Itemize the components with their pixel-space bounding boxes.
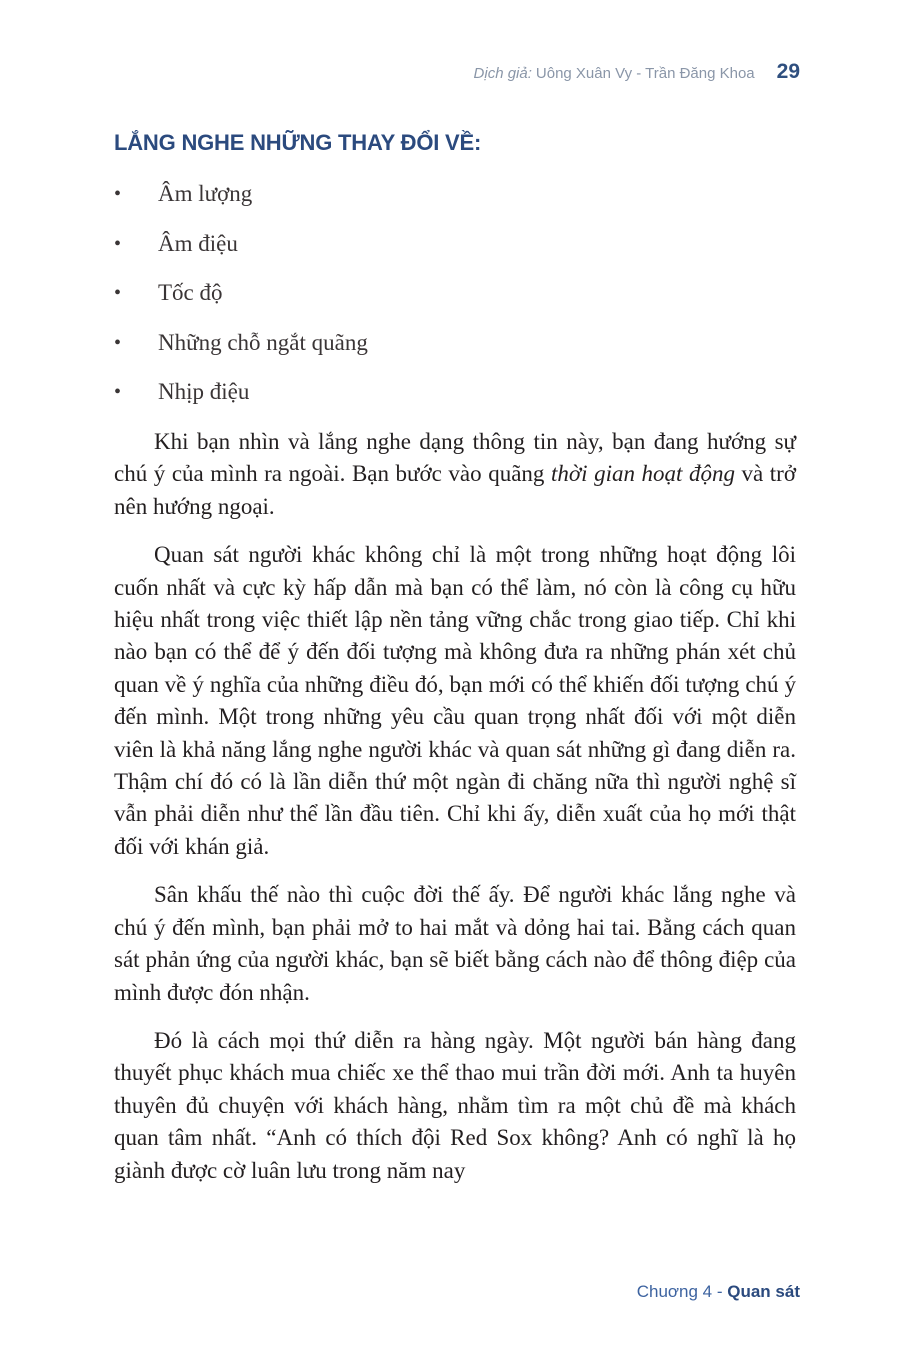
- list-item: [114, 222, 368, 272]
- bullet-icon: •: [114, 381, 122, 403]
- paragraph: Đó là cách mọi thứ diễn ra hàng ngày. Một người bán hàng đang thuyết phục khách mua chiếc xe thể thao mui trần đời mới. Anh ta huyên thuyên đủ chuyện với khách hàng, nhằm tìm ra một chủ đề mà khách quan tâm nhất. “Anh có thích đội Red Sox không? Anh có nghĩ là họ giành được cờ luân lưu trong năm nay: [114, 1027, 796, 1183]
- bullet-icon: •: [114, 331, 122, 354]
- page-number: 29: [776, 60, 800, 83]
- section-heading: LẮNG NGHE NHỮNG THAY ĐỔI VỀ:: [114, 130, 482, 155]
- running-footer: [637, 1282, 800, 1302]
- list-item-text: Tốc độ: [158, 280, 223, 305]
- list-item: [114, 172, 368, 222]
- list-item-text: Nhịp điệu: [158, 379, 250, 404]
- bullet-list: [114, 172, 368, 420]
- list-item-text: Những chỗ ngắt quãng: [158, 329, 368, 355]
- chapter-title: Quan sát: [727, 1282, 800, 1301]
- running-header: [474, 60, 800, 84]
- paragraph: Sân khấu thế nào thì cuộc đời thế ấy. Để người khác lắng nghe và chú ý đến mình, bạn phải mở to hai mắt và dỏng hai tai. Bằng cách quan sát phản ứng của người khác, bạn sẽ biết bằng cách nào để thông điệp của mình được đón nhận.: [114, 882, 796, 1005]
- paragraph: Quan sát người khác không chỉ là một trong những hoạt động lôi cuốn nhất và cực kỳ hấp dẫn mà bạn có thể làm, nó còn là công cụ hữu hiệu nhất trong việc thiết lập nền tảng vững chắc trong giao tiếp. Chỉ khi nào bạn có thể để ý đến đối tượng mà không đưa ra những phán xét chủ quan về ý nghĩa của những điều đó, bạn mới có thể khiến đối tượng chú ý đến mình. Một trong những yêu cầu quan trọng nhất đối với một diễn viên là khả năng lắng nghe người khác và quan sát những gì đang diễn ra. Thậm chí đó có là lần diễn thứ một ngàn đi chăng nữa thì người nghệ sĩ vẫn phải diễn như thể lần đầu tiên. Chỉ khi ấy, diễn xuất của họ mới thật đối với khán giả.: [114, 542, 796, 859]
- translator-names: Uông Xuân Vy - Trần Đăng Khoa: [535, 65, 755, 82]
- list-item: [114, 321, 368, 371]
- body-text: [114, 426, 796, 1203]
- paragraph-text: Khi bạn nhìn và lắng nghe dạng thông tin này, bạn đang hướng sự chú ý của mình ra ngoài. Bạn bước vào quãng: [114, 429, 796, 487]
- chapter-prefix: Chuơng 4 -: [636, 1282, 728, 1301]
- list-item: [114, 370, 368, 420]
- list-item: [114, 271, 368, 321]
- bullet-icon: •: [114, 183, 122, 205]
- translator-label: Dịch giả:: [473, 65, 532, 82]
- list-item-text: Âm lượng: [158, 181, 253, 206]
- bullet-icon: •: [114, 282, 122, 304]
- paragraph: [114, 426, 796, 523]
- emphasis-text: thời gian hoạt động: [550, 461, 735, 487]
- paragraph-text: và trở nên hướng ngoại.: [114, 461, 796, 519]
- list-item-text: Âm điệu: [158, 230, 238, 256]
- bullet-icon: •: [114, 232, 122, 255]
